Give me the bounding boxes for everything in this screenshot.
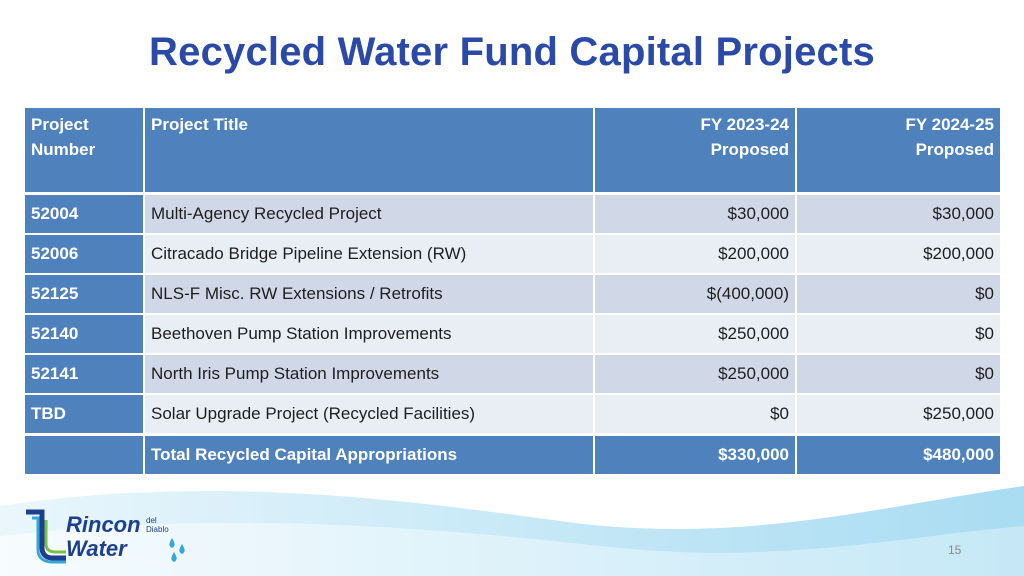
table-row: [25, 195, 1000, 235]
logo-small-line1: del: [146, 516, 157, 525]
project-title-cell: Multi-Agency Recycled Project: [145, 195, 595, 235]
header-project-number: Project Number: [25, 108, 145, 195]
header-project-title: Project Title: [145, 108, 595, 195]
total-title-cell: Total Recycled Capital Appropriations: [145, 435, 595, 476]
project-number-cell: 52125: [25, 275, 145, 315]
header-fy-2023-24: FY 2023-24 Proposed: [595, 108, 797, 195]
fy1-amount-cell: $0: [595, 395, 797, 435]
logo-name-line1: Rincon: [66, 512, 141, 537]
page-number: 15: [948, 543, 962, 557]
fy2-amount-cell: $0: [797, 315, 1000, 355]
fy1-amount-cell: $(400,000): [595, 275, 797, 315]
project-title-cell: NLS-F Misc. RW Extensions / Retrofits: [145, 275, 595, 315]
project-title-cell: North Iris Pump Station Improvements: [145, 355, 595, 395]
table-row: [25, 395, 1000, 435]
project-title-cell: Solar Upgrade Project (Recycled Facilities): [145, 395, 595, 435]
logo-name-line2: Water: [66, 536, 127, 561]
fy1-amount-cell: $200,000: [595, 235, 797, 275]
project-number-cell: 52140: [25, 315, 145, 355]
header-fy-2024-25: FY 2024-25 Proposed: [797, 108, 1000, 195]
table-header-row: [25, 108, 1000, 195]
total-fy1-cell: $330,000: [595, 435, 797, 476]
slide-title: Recycled Water Fund Capital Projects: [149, 30, 875, 74]
project-title-cell: Citracado Bridge Pipeline Extension (RW): [145, 235, 595, 275]
fy1-amount-cell: $30,000: [595, 195, 797, 235]
table-row: [25, 355, 1000, 395]
table-row: [25, 235, 1000, 275]
project-number-cell: 52006: [25, 235, 145, 275]
project-number-cell: TBD: [25, 395, 145, 435]
fy1-amount-cell: $250,000: [595, 315, 797, 355]
logo-small-line2: Diablo: [146, 525, 169, 534]
project-title-cell: Beethoven Pump Station Improvements: [145, 315, 595, 355]
fy2-amount-cell: $30,000: [797, 195, 1000, 235]
water-drops-icon: [166, 534, 190, 564]
capital-projects-table: [25, 108, 1000, 476]
fy1-amount-cell: $250,000: [595, 355, 797, 395]
table-row: [25, 315, 1000, 355]
project-number-cell: 52141: [25, 355, 145, 395]
table-row: [25, 275, 1000, 315]
total-fy2-cell: $480,000: [797, 435, 1000, 476]
fy2-amount-cell: $0: [797, 275, 1000, 315]
rincon-water-logo: [22, 508, 192, 568]
fy2-amount-cell: $200,000: [797, 235, 1000, 275]
logo-mark-icon: [22, 508, 70, 564]
project-number-cell: 52004: [25, 195, 145, 235]
fy2-amount-cell: $250,000: [797, 395, 1000, 435]
fy2-amount-cell: $0: [797, 355, 1000, 395]
